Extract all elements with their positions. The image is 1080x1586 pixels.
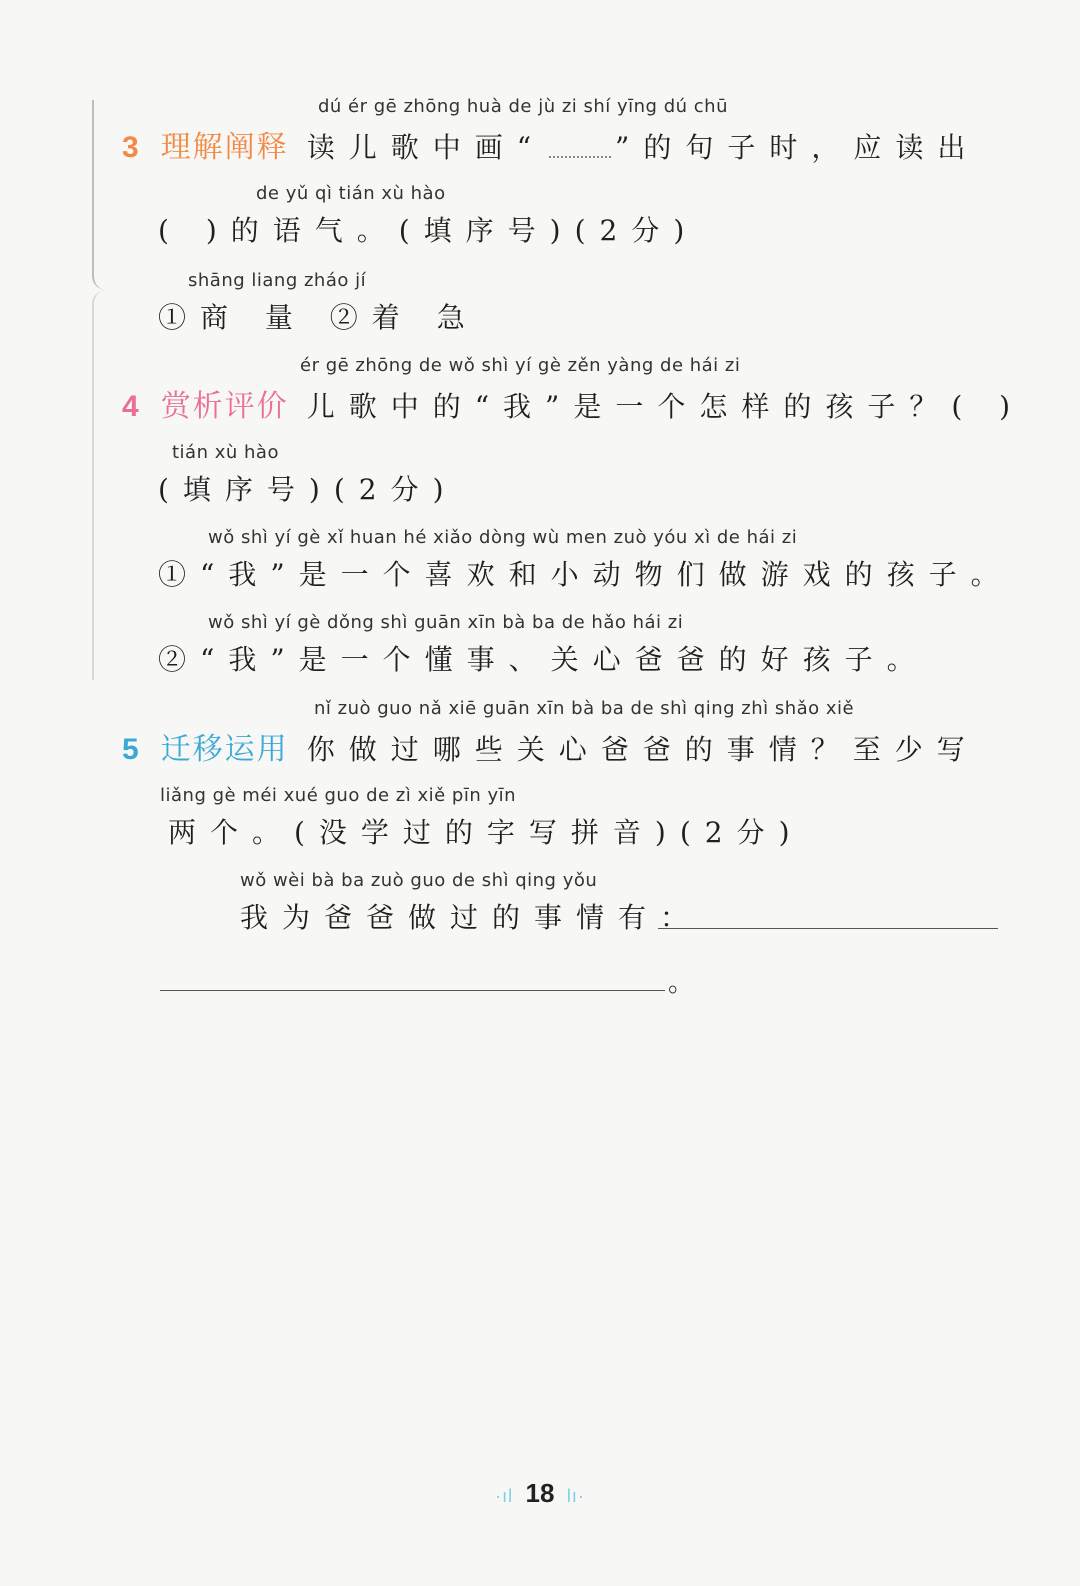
end-period: 。: [668, 968, 695, 998]
q4-line2: [158, 442, 458, 508]
page-deco-left: ·ıl: [495, 1486, 514, 1506]
q4-line1: [122, 355, 1024, 425]
q3-line2: [158, 183, 698, 249]
pinyin: ér gē zhōng de wǒ shì yí gè zěn yàng de hái zi: [300, 355, 741, 376]
q5-line1: [122, 698, 979, 768]
question-label: 理解阐释: [160, 130, 289, 165]
pinyin: wǒ wèi bà ba zuò guo de shì qing yǒu: [240, 870, 598, 891]
q3-line1: [122, 96, 979, 166]
question-label: 迁移运用: [160, 732, 289, 767]
question-text: ”的句子时，应读出: [615, 131, 980, 164]
question-number: 4: [122, 390, 153, 423]
answer-line[interactable]: [658, 928, 998, 929]
page-footer: [0, 1478, 1080, 1509]
question-text: 你做过哪些关心爸爸的事情？至少写: [306, 733, 979, 766]
bracket-line: [92, 100, 108, 290]
question-text: 两个。(没学过的字写拼音)(2分): [168, 816, 804, 849]
option-text: ①商 量 ②着 急: [158, 301, 479, 334]
q4-option1: [158, 527, 1013, 593]
answer-blank[interactable]: [549, 142, 611, 158]
q3-options: [158, 270, 479, 336]
page-deco-right: lı·: [566, 1486, 585, 1506]
option-text: ②“我”是一个懂事、关心爸爸的好孩子。: [158, 643, 929, 676]
question-number: 5: [122, 733, 153, 766]
question-text: 我为爸爸做过的事情有：: [240, 901, 703, 934]
question-number: 3: [122, 131, 153, 164]
page-number: 18: [525, 1478, 555, 1508]
option-text: ①“我”是一个喜欢和小动物们做游戏的孩子。: [158, 558, 1013, 591]
bracket-line: [92, 290, 108, 680]
q5-line3: [240, 870, 702, 936]
question-text: ( )的语气。(填序号)(2分): [158, 214, 699, 247]
pinyin: de yǔ qì tián xù hào: [256, 183, 446, 204]
pinyin: wǒ shì yí gè xǐ huan hé xiǎo dòng wù men zuò yóu xì de hái zi: [208, 527, 798, 548]
pinyin: tián xù hào: [172, 442, 279, 463]
q5-line2: [158, 785, 804, 851]
question-text: 儿歌中的“我”是一个怎样的孩子？( ): [306, 390, 1025, 423]
pinyin: dú ér gē zhōng huà de jù zi shí yīng dú chū: [318, 96, 728, 117]
q4-option2: [158, 612, 929, 678]
pinyin: shāng liang zháo jí: [188, 270, 367, 291]
question-text: 读儿歌中画“: [306, 131, 546, 164]
pinyin: nǐ zuò guo nǎ xiē guān xīn bà ba de shì qing zhì shǎo xiě: [314, 698, 855, 719]
pinyin: wǒ shì yí gè dǒng shì guān xīn bà ba de hǎo hái zi: [208, 612, 684, 633]
answer-line[interactable]: [160, 990, 665, 991]
question-label: 赏析评价: [160, 389, 289, 424]
pinyin: liǎng gè méi xué guo de zì xiě pīn yīn: [160, 785, 517, 806]
question-text: (填序号)(2分): [158, 473, 458, 506]
